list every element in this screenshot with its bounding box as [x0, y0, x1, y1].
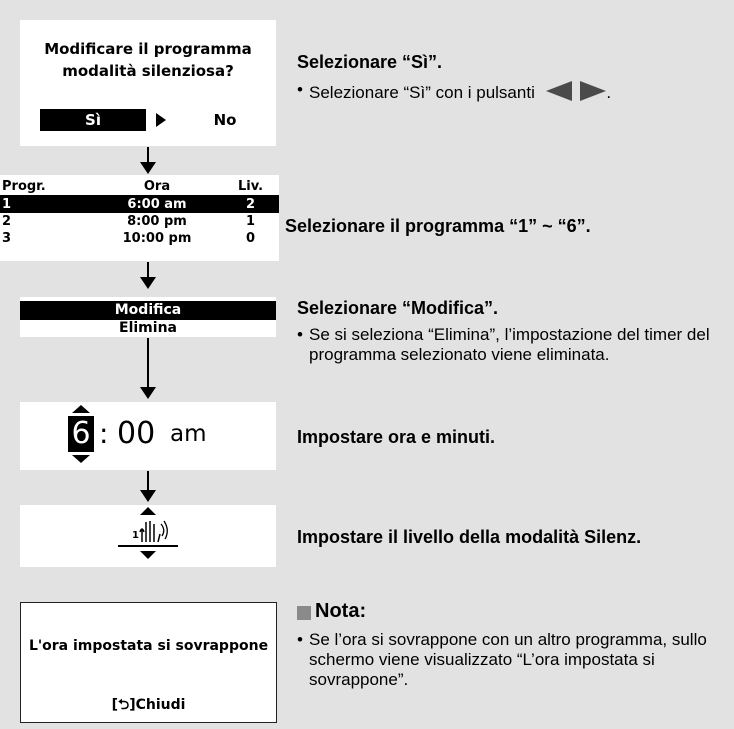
- table-row[interactable]: [0, 230, 279, 247]
- row-level: 2: [245, 197, 256, 212]
- step3-heading: Selezionare “Modifica”.: [297, 298, 499, 318]
- row-level: 1: [245, 214, 256, 229]
- silent-level-value: 1: [132, 530, 139, 541]
- row-time: 8:00 pm: [127, 214, 187, 229]
- flow-arrow-4: [147, 471, 149, 491]
- flow-arrow-2: [147, 262, 149, 278]
- no-option[interactable]: No: [213, 111, 237, 129]
- confirm-question-line2: modalità silenziosa?: [62, 62, 234, 80]
- menu-item-modifica[interactable]: Modifica: [20, 301, 276, 320]
- yes-option[interactable]: Sì: [40, 109, 146, 131]
- flow-arrow-3: [147, 338, 149, 388]
- step1-bullet: • Selezionare “Sì” con i pulsanti .: [297, 80, 612, 102]
- overlap-message-screen: [20, 602, 277, 723]
- confirm-question-line1: Modificare il programma: [44, 40, 252, 58]
- column-header-progr: Progr.: [2, 179, 46, 194]
- table-row[interactable]: [0, 213, 279, 230]
- step1-heading: Selezionare “Sì”.: [297, 52, 443, 72]
- menu-item-elimina[interactable]: Elimina: [119, 320, 177, 336]
- row-level: 0: [245, 231, 256, 246]
- hour-field[interactable]: 6: [68, 416, 94, 452]
- right-caret-icon: [156, 113, 166, 127]
- time-separator: :: [99, 417, 109, 450]
- step3-bullet: • Se si seleziona “Elimina”, l’impostazione del timer del programma selezionato viene eliminata.: [297, 325, 717, 365]
- right-arrow-button-icon: [580, 80, 606, 102]
- step2-heading: Selezionare il programma “1” ~ “6”.: [285, 216, 591, 236]
- minutes-field[interactable]: 00: [117, 416, 156, 451]
- row-program: 2: [2, 214, 12, 229]
- table-header-row: [0, 178, 279, 196]
- program-list-screen: [0, 175, 279, 261]
- level-setting-screen: [20, 505, 276, 567]
- table-row-selected[interactable]: [0, 196, 279, 214]
- overlap-message: L'ora impostata si sovrappone: [28, 638, 269, 654]
- confirm-dialog-screen: [20, 20, 276, 146]
- quiet-hand-icon: [138, 516, 168, 544]
- row-program: 3: [2, 231, 12, 246]
- time-setting-screen: [20, 402, 276, 470]
- step1-bullet-text: Selezionare “Sì” con i pulsanti: [309, 83, 535, 102]
- down-triangle-icon: [140, 551, 156, 559]
- note-square-icon: [297, 606, 311, 620]
- edit-menu-screen: [20, 297, 276, 337]
- step5-heading: Impostare il livello della modalità Silenz.: [297, 527, 642, 547]
- flow-arrow-1: [147, 147, 149, 163]
- close-button[interactable]: [⮌]Chiudi: [111, 697, 186, 713]
- row-time: 6:00 am: [127, 197, 187, 212]
- up-triangle-icon: [140, 507, 156, 515]
- step4-heading: Impostare ora e minuti.: [297, 427, 496, 447]
- left-arrow-button-icon: [546, 80, 572, 102]
- note-bullet: • Se l’ora si sovrappone con un altro programma, sullo schermo viene visualizzato “L’ora impostata si sovrappone”.: [297, 630, 717, 690]
- row-time: 10:00 pm: [122, 231, 192, 246]
- level-underline: [118, 545, 178, 547]
- program-table: [0, 178, 279, 247]
- note-heading: Nota:: [315, 600, 367, 622]
- note-bullet-text: Se l’ora si sovrappone con un altro programma, sullo schermo viene visualizzato “L’ora impostata si sovrappone”.: [309, 630, 707, 689]
- down-triangle-icon: [72, 455, 90, 463]
- step3-bullet-text: Se si seleziona “Elimina”, l’impostazione del timer del programma selezionato viene eliminata.: [309, 325, 710, 364]
- column-header-liv: Liv.: [237, 179, 264, 194]
- up-triangle-icon: [72, 405, 90, 413]
- am-pm-field[interactable]: am: [170, 421, 207, 447]
- column-header-ora: Ora: [143, 179, 171, 194]
- row-program: 1: [2, 197, 12, 212]
